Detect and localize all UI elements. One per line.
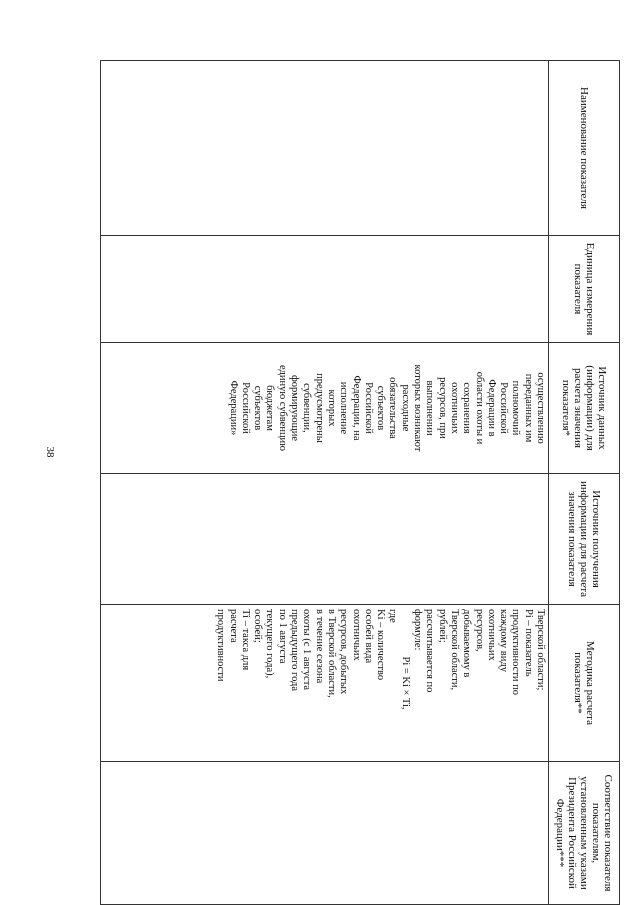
data-source-line: единую субвенцию <box>276 364 288 452</box>
cell-method <box>101 605 549 762</box>
data-source-line: области охоты и <box>473 371 485 445</box>
method-line: ресурсов, <box>473 609 485 652</box>
method-line: продуктивности по <box>510 609 522 696</box>
data-source-line: субъектов <box>375 385 387 431</box>
cell-compliance <box>101 762 549 905</box>
data-source-line: ресурсов, при <box>436 377 448 439</box>
data-source-line: бюджетам <box>264 385 276 431</box>
data-source-line: выполнении <box>424 380 436 436</box>
data-source-line: Российской <box>362 382 374 434</box>
header-data-source: Источник данных (информации) для расчета значения показателя* <box>549 343 620 474</box>
data-source-line: полномочий <box>510 380 522 436</box>
method-line: добываемому в <box>461 609 473 678</box>
data-source-line: обязательства <box>387 377 399 439</box>
method-line: Тверской области; <box>535 609 546 691</box>
method-line: где <box>387 609 399 623</box>
header-unit: Единица измерения показателя <box>549 236 620 343</box>
data-source-line: сохранения <box>461 382 473 434</box>
method-line: рассчитывается по <box>424 609 436 693</box>
data-source-line: Федерации, на <box>350 375 362 441</box>
indicator-table <box>100 60 620 905</box>
header-method: Методика расчета показателя** <box>549 605 620 762</box>
data-source-line: осуществлению <box>535 372 546 444</box>
data-source-line: исполнение <box>338 381 350 435</box>
cell-unit <box>101 236 549 343</box>
method-line: охоты (с 1 августа <box>301 609 313 691</box>
method-line: каждому виду <box>498 609 510 672</box>
table-header-row <box>549 61 620 905</box>
data-source-line: предусмотрены <box>313 373 325 443</box>
data-source-line: которых возникают <box>412 364 424 452</box>
method-line: ресурсов, добытых <box>338 609 350 695</box>
method-line: продуктивности <box>215 609 227 682</box>
data-source-line: Российской <box>239 382 251 434</box>
data-source-line: Российской <box>498 382 510 434</box>
formula: Pi = Ki × Ti, <box>399 656 411 710</box>
data-source-line: Федерации в <box>485 379 497 437</box>
method-line: охотничьих <box>485 609 497 661</box>
method-line: Pi – показатель <box>522 609 534 677</box>
method-line: расчета <box>227 609 239 643</box>
data-source-line: субвенции, <box>301 383 313 433</box>
method-line: рублей; <box>436 609 448 643</box>
method-line: Тверской области, <box>448 609 460 691</box>
header-compliance: Соответствие показателя показателям, установленным указами Президента Российской Федерации*** <box>549 762 620 905</box>
method-line: в течение сезона <box>313 609 325 684</box>
method-line: Ti – такса для <box>239 609 251 671</box>
page-number: 38 <box>44 446 56 458</box>
data-source-line: которых <box>325 389 337 427</box>
table-row <box>101 61 549 905</box>
data-source-line: расходные <box>399 384 411 432</box>
header-name: Наименование показателя <box>549 61 620 236</box>
cell-name <box>101 61 549 236</box>
data-source-line: формирующие <box>289 375 301 441</box>
data-source-line: Федерации» <box>227 380 239 436</box>
method-line: особей вида <box>362 609 374 664</box>
method-line: текущего года), <box>264 609 276 679</box>
data-source-line: субъектов <box>252 385 264 431</box>
method-line: охотничьих <box>350 609 362 661</box>
rotated-table-container <box>100 60 620 892</box>
method-line: Ki – количество <box>375 609 387 681</box>
header-info-source: Источник получения информации для расчета значения показателя <box>549 474 620 605</box>
data-source-line: охотничьих <box>448 382 460 434</box>
method-line: предыдущего года <box>289 609 301 692</box>
method-line: по 1 августа <box>276 609 288 664</box>
cell-info-source <box>101 474 549 605</box>
method-line: особей; <box>252 609 264 643</box>
data-source-line: переданных им <box>522 373 534 443</box>
method-line: в Тверской области, <box>325 609 337 698</box>
method-line: формуле: <box>412 609 424 651</box>
cell-data-source <box>101 343 549 474</box>
